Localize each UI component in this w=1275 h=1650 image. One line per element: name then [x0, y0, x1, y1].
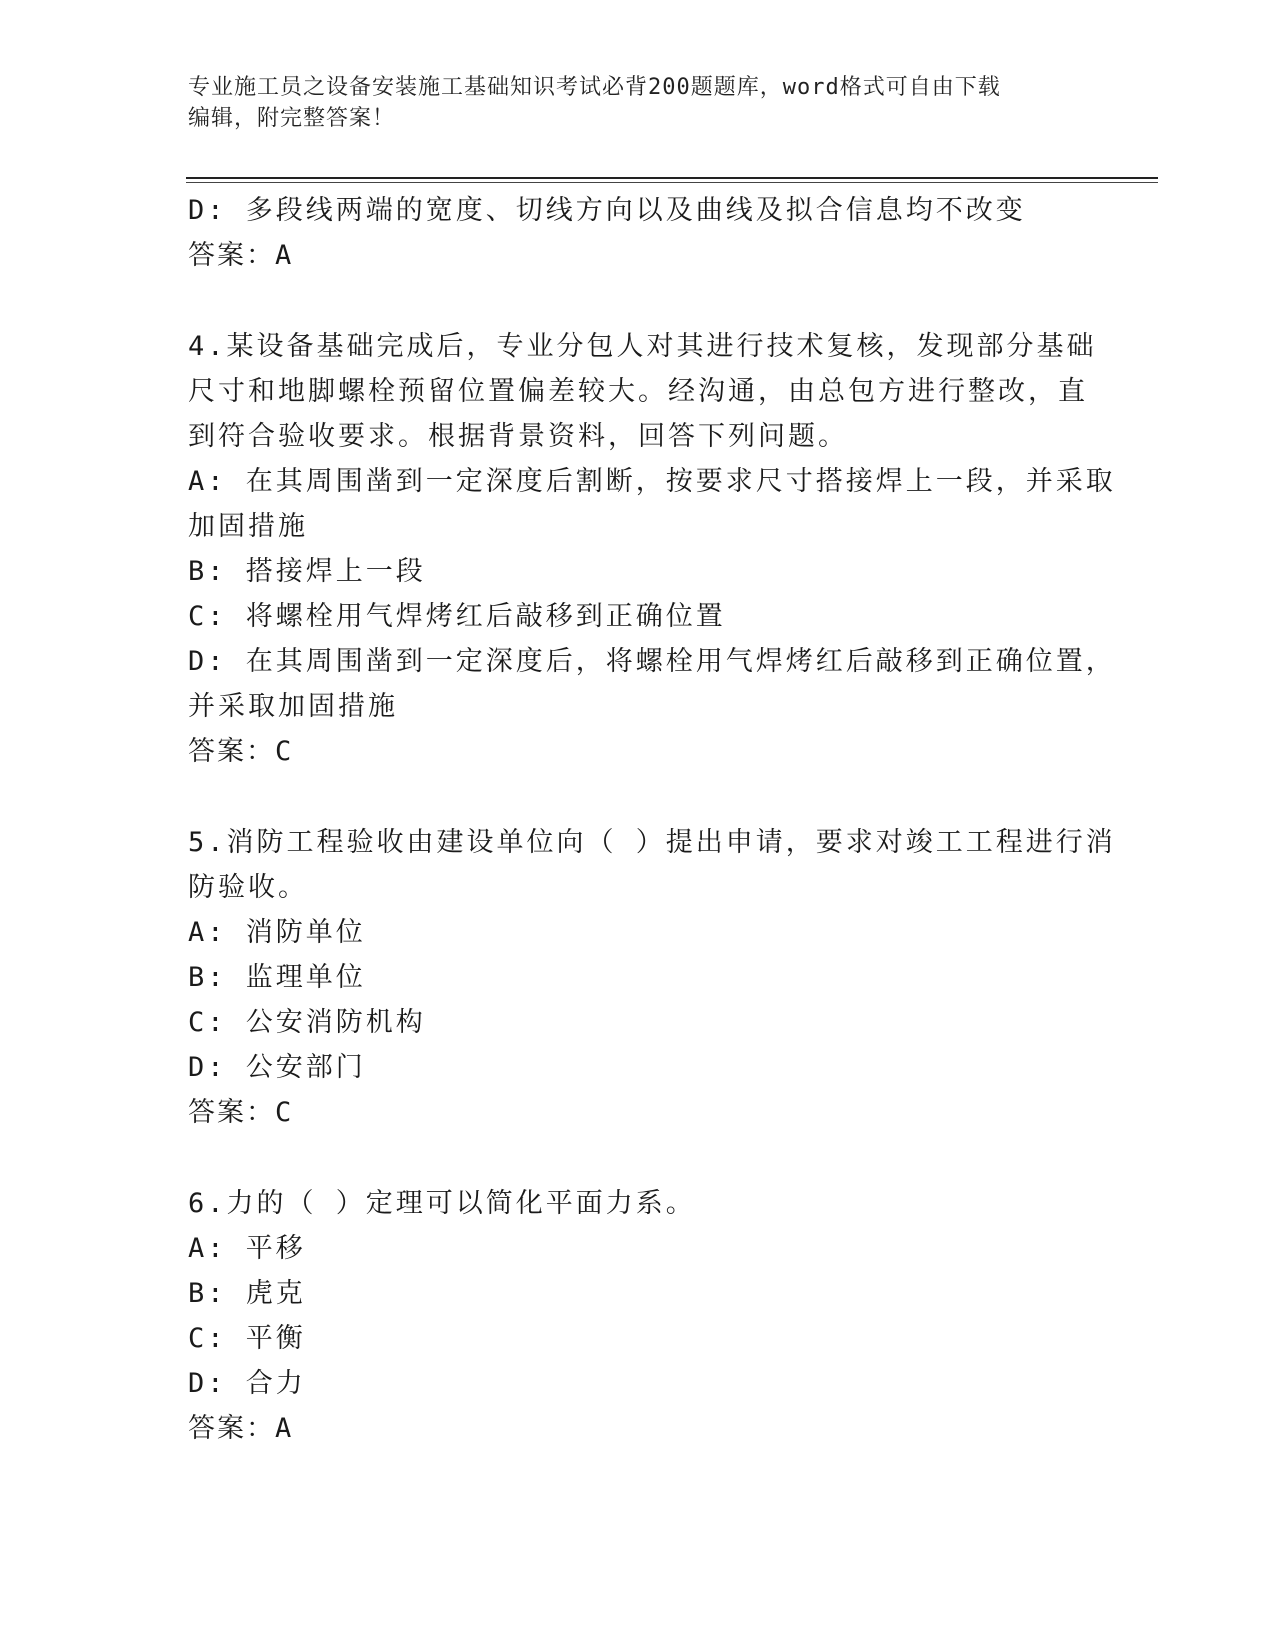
option-d-continued: 并采取加固措施: [188, 691, 398, 722]
question-stem: 5.消防工程验收由建设单位向（ ）提出申请，要求对竣工工程进行消: [188, 827, 1116, 858]
option-d: D: 公安部门: [188, 1052, 366, 1083]
header-title-line-1: 专业施工员之设备安装施工基础知识考试必背200题题库，word格式可自由下载: [188, 75, 1001, 100]
option-c: C: 公安消防机构: [188, 1007, 426, 1038]
option-b: B: 虎克: [188, 1278, 306, 1309]
option-d: D: 多段线两端的宽度、切线方向以及曲线及拟合信息均不改变: [188, 195, 1026, 226]
option-b: B: 搭接焊上一段: [188, 556, 426, 587]
header-divider-thick: [186, 177, 1158, 179]
option-a: A: 消防单位: [188, 917, 366, 948]
option-d: D: 在其周围凿到一定深度后，将螺栓用气焊烤红后敲移到正确位置，: [188, 646, 1116, 677]
answer-line: 答案：A: [188, 240, 294, 271]
question-5: [188, 820, 1116, 1135]
question-stem: 防验收。: [188, 872, 308, 903]
header-title-line-2: 编辑，附完整答案！: [188, 106, 396, 131]
document-header: [188, 72, 1068, 134]
question-4: [188, 324, 1116, 774]
question-content: [188, 188, 1116, 1451]
answer-line: 答案：C: [188, 1097, 294, 1128]
header-divider-thin: [186, 182, 1158, 183]
option-c: C: 平衡: [188, 1323, 306, 1354]
option-a: A: 平移: [188, 1233, 306, 1264]
option-a-continued: 加固措施: [188, 511, 308, 542]
carryover-block: [188, 188, 1088, 278]
question-stem: 4.某设备基础完成后，专业分包人对其进行技术复核，发现部分基础: [188, 331, 1097, 362]
option-b: B: 监理单位: [188, 962, 366, 993]
question-6: [188, 1181, 1088, 1451]
answer-line: 答案：C: [188, 736, 294, 767]
question-stem: 尺寸和地脚螺栓预留位置偏差较大。经沟通，由总包方进行整改，直: [188, 376, 1088, 407]
option-a: A: 在其周围凿到一定深度后割断，按要求尺寸搭接焊上一段，并采取: [188, 466, 1116, 497]
option-d: D: 合力: [188, 1368, 306, 1399]
question-stem: 6.力的（ ）定理可以简化平面力系。: [188, 1188, 696, 1219]
option-c: C: 将螺栓用气焊烤红后敲移到正确位置: [188, 601, 726, 632]
question-stem: 到符合验收要求。根据背景资料，回答下列问题。: [188, 421, 848, 452]
answer-line: 答案：A: [188, 1413, 294, 1444]
